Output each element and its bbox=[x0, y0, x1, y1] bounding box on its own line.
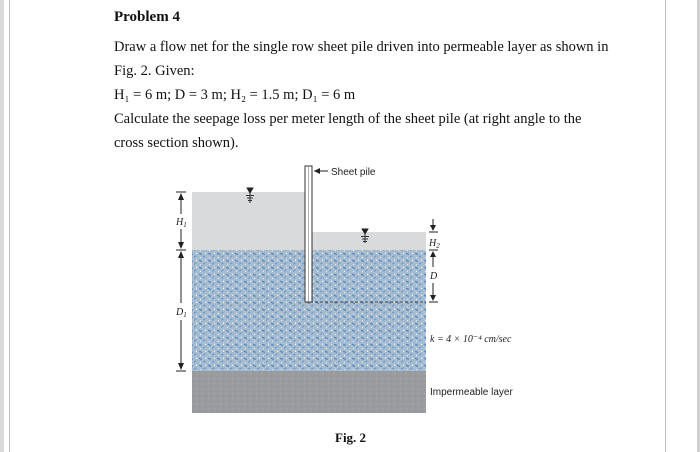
d-label: D bbox=[430, 271, 438, 282]
figure-caption: Fig. 2 bbox=[335, 430, 367, 445]
impermeable-layer bbox=[192, 371, 426, 413]
h2-label: $H_2$ bbox=[429, 238, 440, 250]
h1-label: $H_1$ bbox=[176, 217, 187, 229]
sheet-pile-arrowhead bbox=[314, 168, 320, 174]
sheet-pile-label: Sheet pile bbox=[331, 167, 376, 178]
problem-question: Calculate the seepage loss per meter length of the sheet pile (at right angle to the cross section shown). bbox=[114, 111, 582, 151]
d1-label: $D_1$ bbox=[176, 307, 187, 319]
impermeable-layer-label: Impermeable layer bbox=[430, 387, 513, 398]
downstream-water bbox=[312, 232, 426, 250]
permeability-label: k = 4 × 10⁻⁴ cm/sec bbox=[430, 334, 512, 345]
problem-statement: Draw a flow net for the single row sheet pile driven into permeable layer as shown in Fig. 2. Given: bbox=[114, 39, 609, 79]
given-values: H₁ = 6 m; D = 3 m; H₂ = 1.5 m; D₁ = 6 m bbox=[114, 87, 356, 103]
problem-title: Problem 4 bbox=[114, 9, 180, 25]
